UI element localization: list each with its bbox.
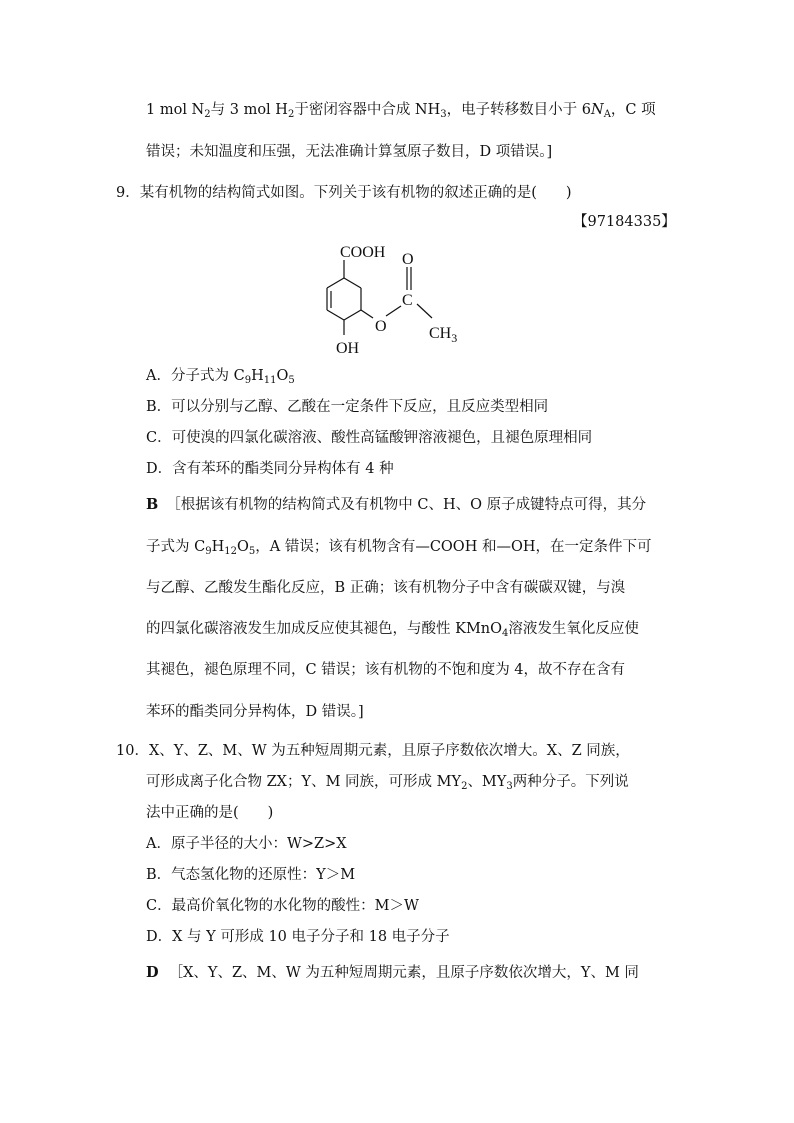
question-10-stem-line-3: 法中正确的是( ) xyxy=(146,805,274,821)
question-9-answer-line-4: 的四氯化碳溶液发生加成反应使其褪色，与酸性 KMnO$_4$溶液发生氧化反应使 xyxy=(146,621,639,639)
question-9-answer-line-1: B ［根据该有机物的结构简式及有机物中 C、H、O 原子成键特点可得，其分 xyxy=(146,496,647,513)
question-10-stem-line-1: 10．X、Y、Z、M、W 为五种短周期元素，且原子序数依次增大。X、Z 同族， xyxy=(116,743,630,759)
question-10-answer-line-1: D ［X、Y、Z、M、W 为五种短周期元素，且原子序数依次增大，Y、M 同 xyxy=(146,964,639,981)
prev-answer-line-2: 错误；未知温度和压强，无法准确计算氢原子数目，D 项错误。] xyxy=(146,144,553,160)
question-9-stem: 9．某有机物的结构简式如图。下列关于该有机物的叙述正确的是( ) xyxy=(116,185,572,201)
question-9-answer-line-6: 苯环的酯类同分异构体，D 错误。] xyxy=(146,704,364,720)
question-9-option-c: C．可使溴的四氯化碳溶液、酸性高锰酸钾溶液褪色，且褪色原理相同 xyxy=(146,430,593,446)
question-9-answer-line-2: 子式为 $C_9H_{12}O_5$，A 错误；该有机物含有—COOH 和—OH，在一定条件下可 xyxy=(146,539,652,557)
question-9-answer-line-5: 其褪色，褪色原理不同，C 错误；该有机物的不饱和度为 4，故不存在含有 xyxy=(146,662,626,678)
ester-o-label: O xyxy=(375,318,387,335)
ch3-label: $CH_3$ xyxy=(429,325,458,345)
question-10-stem-line-2: 可形成离子化合物 ZX；Y、M 同族，可形成 $MY_2$、$MY_3$两种分子。下列说 xyxy=(146,774,629,792)
question-9-option-b: B．可以分别与乙醇、乙酸在一定条件下反应，且反应类型相同 xyxy=(146,399,549,415)
question-9-option-a: A．分子式为 $C_9H_{11}O_5$ xyxy=(146,368,295,386)
carbon-label: C xyxy=(402,292,413,309)
question-10-option-a: A．原子半径的大小：W>Z>X xyxy=(146,836,347,852)
question-10-option-b: B．气态氢化物的还原性：Y＞M xyxy=(146,867,356,883)
prev-answer-line-1: 1 mol $N_2$与 3 mol $H_2$于密闭容器中合成 $NH_3$，电子转移数目小于 $6N_A$，C 项 xyxy=(146,102,656,120)
question-10-option-d: D．X 与 Y 可形成 10 电子分子和 18 电子分子 xyxy=(146,929,450,945)
cooh-label: COOH xyxy=(340,244,386,261)
carbonyl-o-label: O xyxy=(402,251,414,268)
question-9-answer-line-3: 与乙醇、乙酸发生酯化反应，B 正确；该有机物分子中含有碳碳双键，与溴 xyxy=(146,580,626,596)
structure-formula-image xyxy=(300,230,480,360)
question-10-option-c: C．最高价氧化物的水化物的酸性：M＞W xyxy=(146,898,419,914)
question-9-option-d: D．含有苯环的酯类同分异构体有 4 种 xyxy=(146,461,394,477)
oh-label: OH xyxy=(336,340,360,357)
question-9-code: 【97184335】 xyxy=(573,214,676,230)
